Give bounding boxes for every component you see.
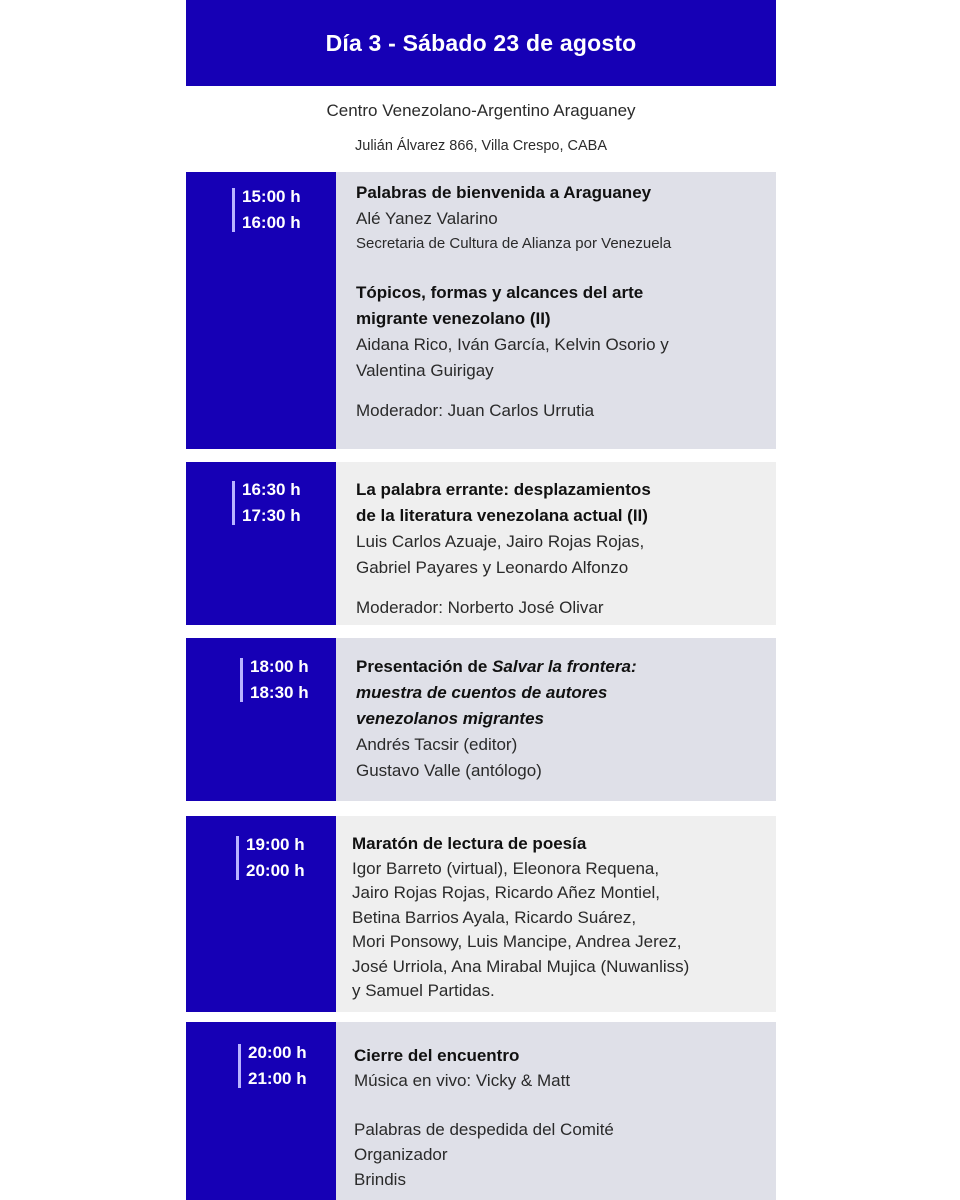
session-block <box>186 462 776 625</box>
session-block <box>186 1022 776 1200</box>
session-title: Tópicos, formas y alcances del arte <box>356 283 644 302</box>
book-title: venezolanos migrantes <box>356 709 545 728</box>
start-time: 16:30 h <box>242 480 301 499</box>
day-title: Día 3 - Sábado 23 de agosto <box>325 29 637 56</box>
session-content <box>336 1022 776 1200</box>
participants: y Samuel Partidas. <box>352 981 495 1000</box>
session-content <box>336 638 776 801</box>
toast: Brindis <box>354 1170 406 1189</box>
end-time: 20:00 h <box>246 861 305 880</box>
participants: Igor Barreto (virtual), Eleonora Requena, <box>352 858 660 878</box>
end-time: 17:30 h <box>242 506 301 525</box>
time-column <box>186 638 336 801</box>
session-title <box>356 680 766 706</box>
participants: Gabriel Payares y Leonardo Alfonzo <box>356 558 629 577</box>
participants: Valentina Guirigay <box>356 361 494 380</box>
participants: Aidana Rico, Iván García, Kelvin Osorio y <box>356 335 669 354</box>
time-range <box>238 1040 307 1092</box>
day-header <box>186 0 776 86</box>
schedule-page <box>186 0 776 156</box>
session-block <box>186 638 776 801</box>
end-time: 16:00 h <box>242 213 301 232</box>
start-time: 15:00 h <box>242 187 301 206</box>
time-bar <box>238 1044 241 1088</box>
session-title: Maratón de lectura de poesía <box>352 834 587 853</box>
participant: Gustavo Valle (antólogo) <box>356 761 542 780</box>
speaker-role: Secretaria de Cultura de Alianza por Venezuela <box>356 235 672 252</box>
session-title: Cierre del encuentro <box>354 1046 520 1065</box>
music: Música en vivo: Vicky & Matt <box>354 1071 571 1090</box>
start-time: 18:00 h <box>250 657 309 676</box>
session-title: La palabra errante: desplazamientos <box>356 480 651 499</box>
session-title: de la literatura venezolana actual (II) <box>356 506 648 525</box>
participant: Andrés Tacsir (editor) <box>356 735 518 754</box>
start-time: 20:00 h <box>248 1043 307 1062</box>
end-time: 18:30 h <box>250 683 309 702</box>
session-block <box>186 816 776 1012</box>
time-bar <box>232 188 235 232</box>
time-bar <box>232 481 235 525</box>
time-column <box>186 1022 336 1200</box>
time-column <box>186 816 336 1012</box>
moderator: Moderador: Juan Carlos Urrutia <box>356 401 595 420</box>
book-title: muestra de cuentos de autores <box>356 683 608 702</box>
session-title <box>356 654 766 680</box>
book-title: Salvar la frontera: <box>492 657 637 676</box>
farewell: Organizador <box>354 1145 448 1164</box>
start-time: 19:00 h <box>246 835 305 854</box>
time-range <box>232 184 301 236</box>
venue-info <box>186 101 776 156</box>
participants: Mori Ponsowy, Luis Mancipe, Andrea Jerez, <box>352 932 682 951</box>
participants: Jairo Rojas Rojas, Ricardo Añez Montiel, <box>352 883 661 902</box>
session-content <box>336 172 776 449</box>
session-content <box>336 816 776 1012</box>
farewell: Palabras de despedida del Comité <box>354 1120 614 1139</box>
session-title: migrante venezolano (II) <box>356 309 551 328</box>
venue-name: Centro Venezolano-Argentino Araguaney <box>326 101 636 120</box>
time-range <box>232 477 301 529</box>
title-prefix: Presentación de <box>356 657 493 676</box>
time-column <box>186 462 336 625</box>
time-range <box>236 832 305 884</box>
participants: José Urriola, Ana Mirabal Mujica (Nuwanliss) <box>352 956 690 976</box>
session-title <box>356 706 766 732</box>
time-bar <box>236 836 239 880</box>
end-time: 21:00 h <box>248 1069 307 1088</box>
time-column <box>186 172 336 449</box>
moderator: Moderador: Norberto José Olivar <box>356 598 604 617</box>
session-content <box>336 462 776 625</box>
session-title: Palabras de bienvenida a Araguaney <box>356 183 652 202</box>
session-block <box>186 172 776 449</box>
speaker: Alé Yanez Valarino <box>356 209 498 228</box>
venue-address: Julián Álvarez 866, Villa Crespo, CABA <box>355 138 607 154</box>
time-range <box>240 654 309 706</box>
time-bar <box>240 658 243 702</box>
participants: Luis Carlos Azuaje, Jairo Rojas Rojas, <box>356 532 645 551</box>
participants: Betina Barrios Ayala, Ricardo Suárez, <box>352 907 637 927</box>
